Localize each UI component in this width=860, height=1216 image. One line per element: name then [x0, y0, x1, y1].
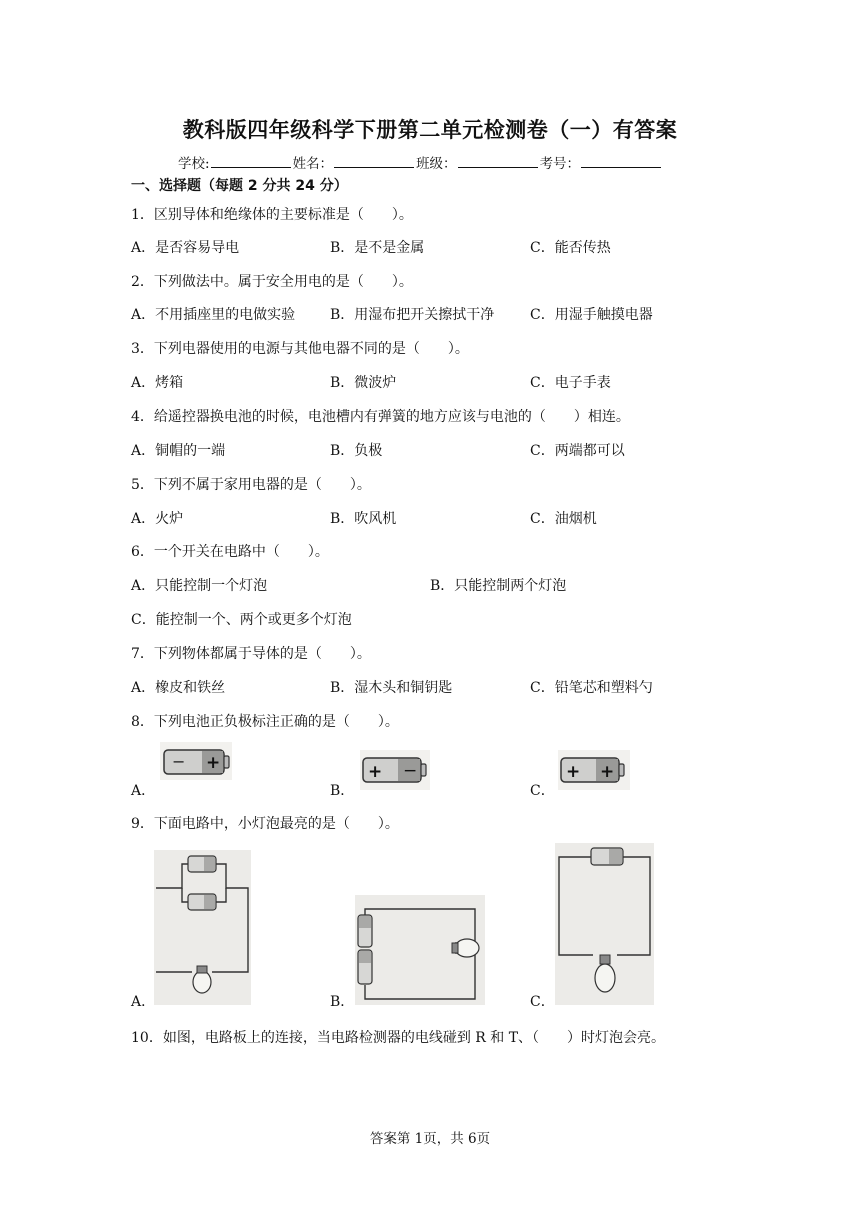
student-info-line	[178, 152, 663, 172]
q4-option-c: C．两端都可以	[530, 443, 625, 459]
q5-option-a: A．火炉	[131, 511, 184, 527]
name-blank	[334, 153, 414, 168]
circuit-image-a	[154, 850, 251, 1005]
battery-a-plus-sign: +	[206, 753, 221, 773]
question-8: 8．下列电池正负极标注正确的是（ ）。	[131, 714, 399, 730]
section-heading: 一、选择题（每题 2 分共 24 分）	[131, 178, 348, 194]
school-blank	[211, 153, 291, 168]
question-10: 10．如图，电路板上的连接，当电路检测器的电线碰到 R 和 T、（ ）时灯泡会亮。	[131, 1030, 666, 1046]
question-7: 7．下列物体都属于导体的是（ ）。	[131, 646, 371, 662]
battery-image-a	[160, 742, 232, 780]
exam-no-blank	[581, 153, 661, 168]
q5-option-c: C．油烟机	[530, 511, 597, 527]
q7-option-c: C．铅笔芯和塑料勺	[530, 680, 653, 696]
battery-image-c	[558, 750, 630, 790]
q2-option-a: A．不用插座里的电做实验	[131, 307, 296, 323]
q6-option-b: B．只能控制两个灯泡	[430, 578, 567, 594]
question-4: 4．给遥控器换电池的时候，电池槽内有弹簧的地方应该与电池的（ ）相连。	[131, 409, 630, 425]
q8-option-b: B．	[330, 783, 355, 799]
q6-option-a: A．只能控制一个灯泡	[131, 578, 268, 594]
q3-option-c: C．电子手表	[530, 375, 611, 391]
q3-option-a: A．烤箱	[131, 375, 184, 391]
q8-option-a: A．	[131, 783, 156, 799]
question-2: 2．下列做法中。属于安全用电的是（ ）。	[131, 274, 413, 290]
q9-option-c: C．	[530, 994, 555, 1010]
q1-option-b: B．是不是金属	[330, 240, 425, 256]
battery-a-minus-sign: −	[172, 752, 186, 771]
q7-option-b: B．湿木头和铜钥匙	[330, 680, 453, 696]
class-label: 班级：	[416, 156, 457, 172]
question-9: 9．下面电路中，小灯泡最亮的是（ ）。	[131, 816, 399, 832]
class-blank	[458, 153, 538, 168]
q4-option-b: B．负极	[330, 443, 383, 459]
q9-option-b: B．	[330, 994, 355, 1010]
q7-option-a: A．橡皮和铁丝	[131, 680, 226, 696]
circuit-image-b	[355, 895, 485, 1005]
battery-b-plus-sign: +	[368, 762, 383, 782]
battery-c-plus-sign-2: +	[600, 762, 615, 782]
q2-option-b: B．用湿布把开关擦拭干净	[330, 307, 495, 323]
name-label: 姓名：	[292, 156, 334, 172]
question-6: 6．一个开关在电路中（ ）。	[131, 544, 329, 560]
exam-no-label: 考号：	[539, 156, 581, 172]
battery-c-plus-sign-1: +	[566, 762, 581, 782]
q4-option-a: A．铜帽的一端	[131, 443, 226, 459]
q1-option-a: A．是否容易导电	[131, 240, 240, 256]
battery-image-b	[360, 750, 430, 790]
q8-option-c: C．	[530, 783, 555, 799]
page-footer: 答案第 1页，共 6页	[369, 1131, 491, 1147]
question-1: 1．区别导体和绝缘体的主要标准是（ ）。	[131, 207, 413, 223]
q3-option-b: B．微波炉	[330, 375, 397, 391]
circuit-image-c	[555, 843, 654, 1005]
q9-option-a: A．	[131, 994, 156, 1010]
page-title: 教科版四年级科学下册第二单元检测卷（一）有答案	[182, 118, 678, 142]
q1-option-c: C．能否传热	[530, 240, 611, 256]
battery-b-minus-sign: −	[403, 761, 418, 781]
q6-option-c: C．能控制一个、两个或更多个灯泡	[131, 612, 352, 628]
q2-option-c: C．用湿手触摸电器	[530, 307, 653, 323]
question-5: 5．下列不属于家用电器的是（ ）。	[131, 477, 371, 493]
school-label: 学校:	[178, 156, 210, 172]
question-3: 3．下列电器使用的电源与其他电器不同的是（ ）。	[131, 341, 469, 357]
q5-option-b: B．吹风机	[330, 511, 397, 527]
